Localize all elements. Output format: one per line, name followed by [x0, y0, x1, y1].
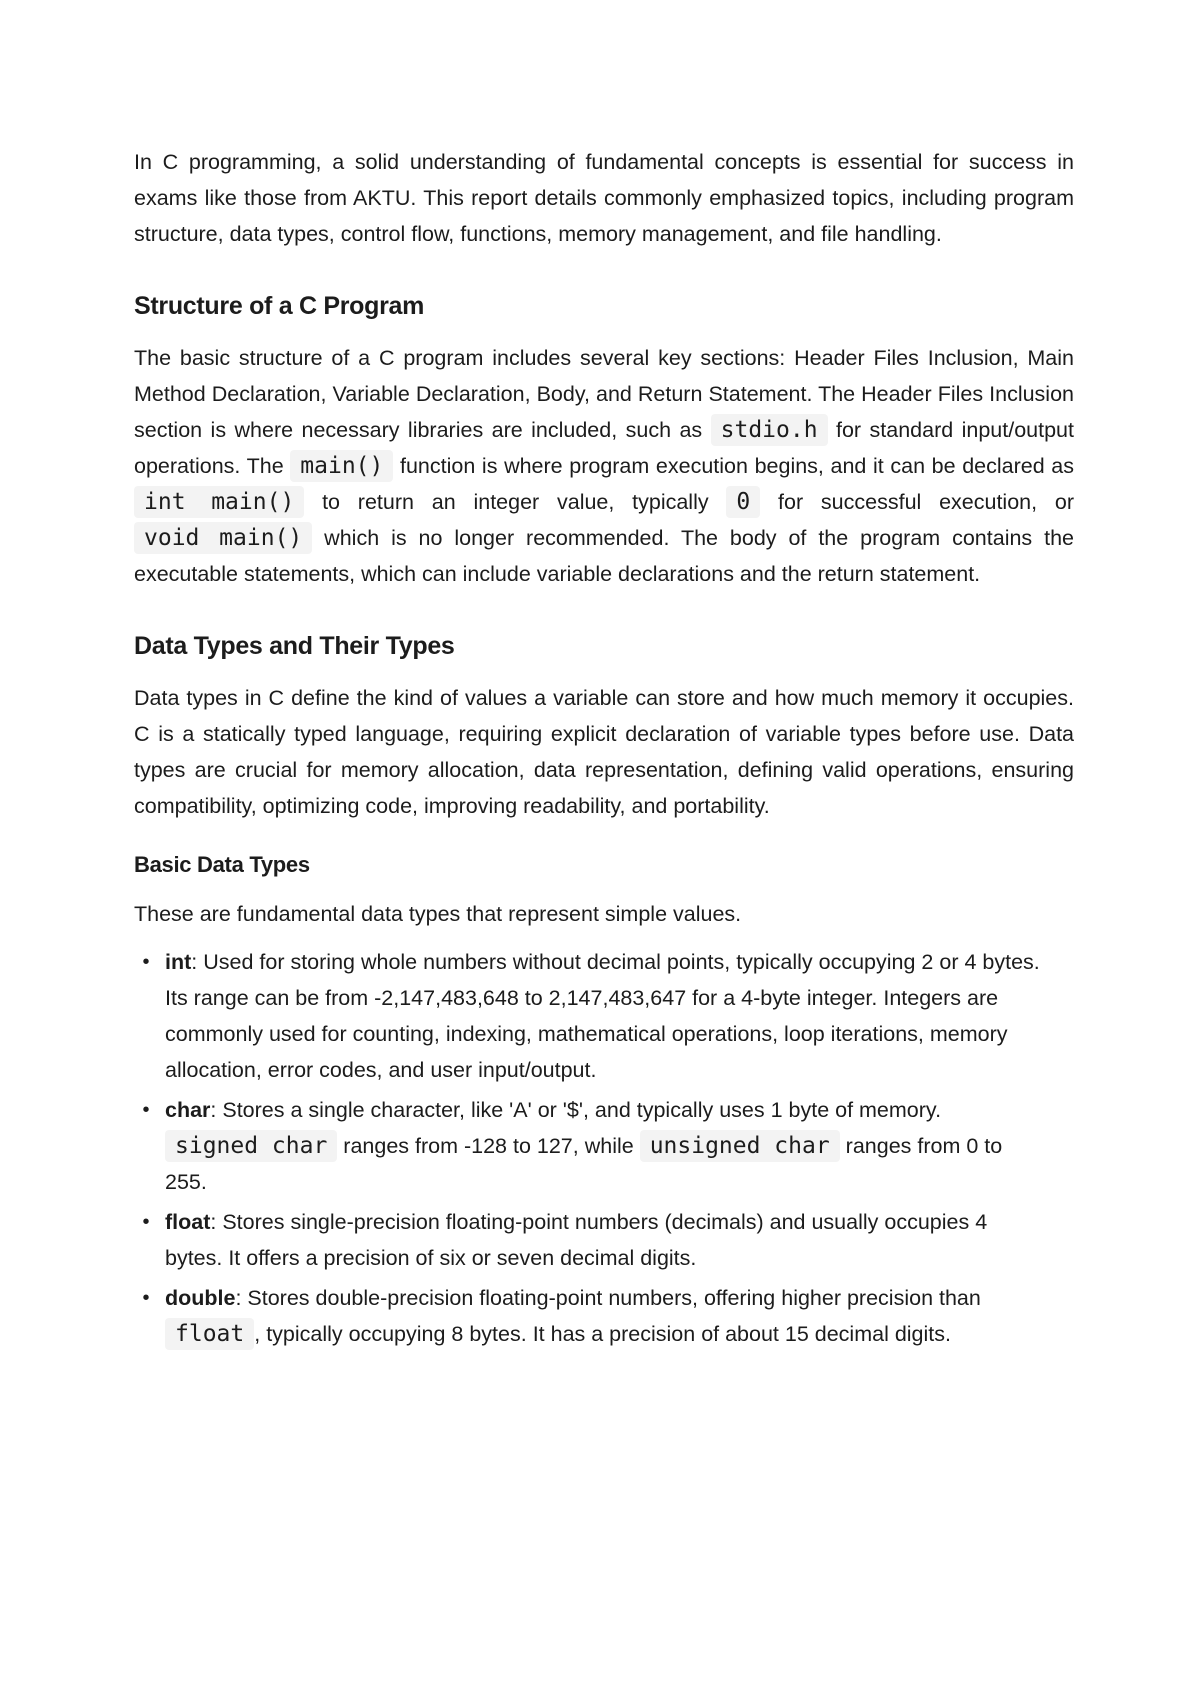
intro-paragraph: In C programming, a solid understanding of fundamental concepts is essential for success in exams like those from AKTU. This report details commonly emphasized topics, including program structure, data types, control flow, functions, memory management, and file handling. [134, 150, 1074, 246]
code-float: float [165, 1318, 254, 1350]
double-description: , typically occupying 8 bytes. It has a precision of about 15 decimal digits. [254, 1322, 951, 1346]
bullet-icon: • [142, 1211, 150, 1233]
bullet-icon: • [142, 1099, 150, 1121]
list-item-float [142, 1204, 1045, 1276]
code-zero: 0 [726, 486, 760, 518]
list-item-double [142, 1280, 1045, 1352]
document-page [134, 144, 1074, 1356]
data-types-paragraph: Data types in C define the kind of values a variable can store and how much memory it occupies. C is a statically typed language, requiring explicit declaration of variable types before use. Data types are crucial for memory allocation, data representation, defining valid operations, ensuring compatibility, optimizing code, improving readability, and portability. [134, 686, 1074, 818]
code-int-main: int main() [134, 486, 304, 518]
structure-text: The basic structure of a C program includes several key sections: Header Files Inclusion, Main Method Declaration, Variable Declaration, Body, and Return Statement. The Header Files Inclusion section is where necessary libraries are included, such as [134, 346, 1074, 442]
list-item-int [142, 944, 1045, 1088]
bullet-icon: • [142, 951, 150, 973]
code-signed-char: signed char [165, 1130, 337, 1162]
term-float: float [165, 1210, 211, 1234]
bullet-icon: • [142, 1287, 150, 1309]
term-char: char [165, 1098, 211, 1122]
data-types-heading: Data Types and Their Types [134, 632, 455, 660]
structure-text: which is no longer recommended. The body of the program contains the executable statements, which can include variable declarations and the return statement. [134, 526, 1074, 586]
float-description: : Stores single-precision floating-point numbers (decimals) and usually occupies 4 bytes. It offers a precision of six or seven decimal digits. [165, 1210, 988, 1270]
code-stdio: stdio.h [711, 414, 828, 446]
int-description: : Used for storing whole numbers without decimal points, typically occupying 2 or 4 bytes. Its range can be from -2,147,483,648 to 2,147,483,647 for a 4-byte integer. Integers are commonly used for counting, indexing, mathematical operations, loop iterations, memory allocation, error codes, and user input/output. [165, 950, 1040, 1082]
char-description: ranges from 0 to 255. [165, 1134, 1003, 1194]
basic-types-heading: Basic Data Types [134, 852, 310, 877]
structure-heading: Structure of a C Program [134, 292, 425, 320]
term-int: int [165, 950, 192, 974]
structure-text: function is where program execution begins, and it can be declared as [393, 454, 1075, 478]
code-unsigned-char: unsigned char [640, 1130, 840, 1162]
structure-paragraph [134, 340, 1074, 592]
structure-text: for successful execution, or [760, 490, 1075, 514]
code-void-main: void main() [134, 522, 312, 554]
structure-text: to return an integer value, typically [304, 490, 727, 514]
code-main: main() [290, 450, 393, 482]
char-description: : Stores a single character, like 'A' or '$', and typically uses 1 byte of memory. [210, 1098, 942, 1122]
data-types-list [134, 944, 1045, 1352]
double-description: : Stores double-precision floating-point numbers, offering higher precision than [235, 1286, 981, 1310]
char-description: ranges from -128 to 127, while [337, 1134, 640, 1158]
term-double: double [165, 1286, 236, 1310]
structure-text: for standard input/output operations. The [134, 418, 1074, 478]
basic-types-intro: These are fundamental data types that represent simple values. [134, 902, 742, 926]
list-item-char [142, 1092, 1045, 1200]
